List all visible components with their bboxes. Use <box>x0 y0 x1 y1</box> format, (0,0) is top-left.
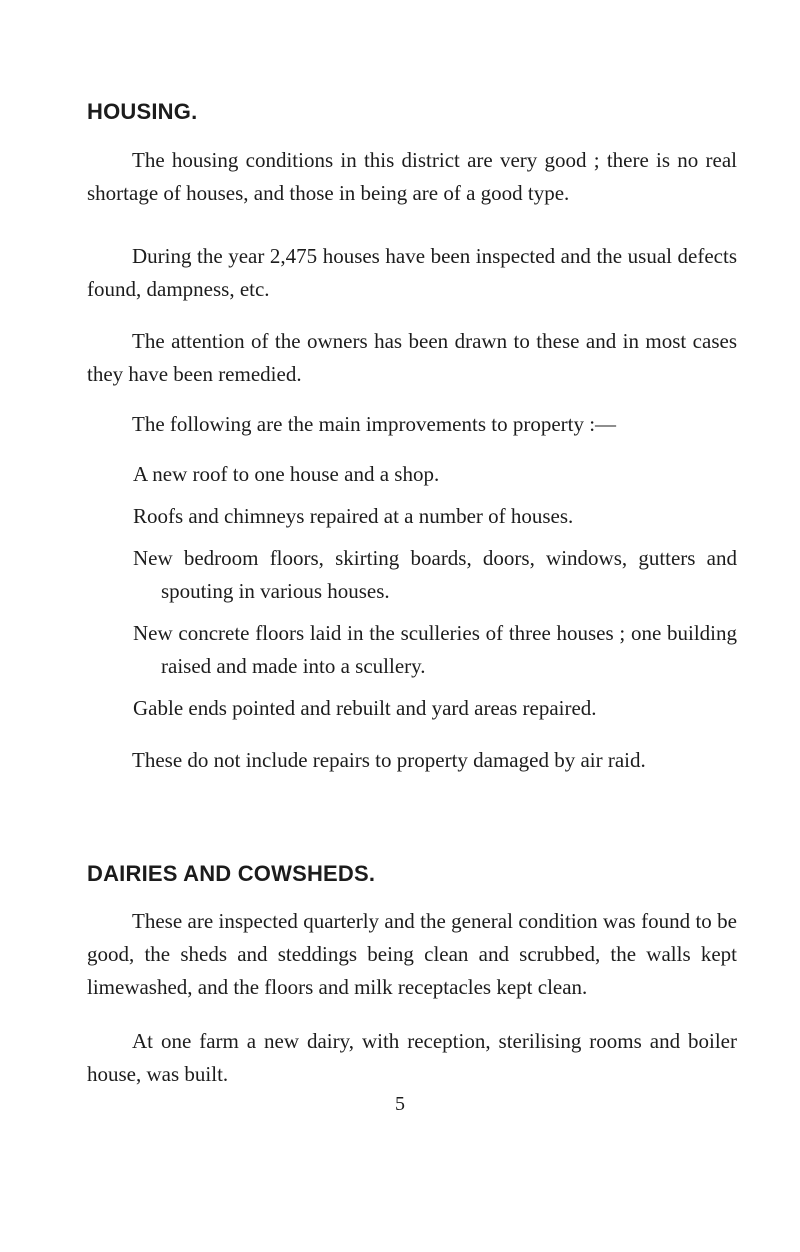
dairies-paragraph-1: These are inspected quarterly and the general condition was found to be good, the sheds and steddings being clean and scrubbed, the walls kept limewashed, and the floors and milk receptacles kept clean. <box>87 909 737 999</box>
dairies-paragraph-2: At one farm a new dairy, with reception, sterilising rooms and boiler house, was built. <box>87 1029 737 1086</box>
housing-paragraph-4: The following are the main improvements to property :— <box>132 412 617 436</box>
housing-paragraph-3: The attention of the owners has been drawn to these and in most cases they have been remedied. <box>87 329 737 386</box>
improvements-list <box>133 458 737 734</box>
dairies-heading: DAIRIES AND COWSHEDS. <box>87 861 376 886</box>
improvement-item: Gable ends pointed and rebuilt and yard areas repaired. <box>133 696 597 720</box>
improvement-item: New bedroom floors, skirting boards, doors, windows, gutters and spouting in various houses. <box>133 546 737 603</box>
improvement-item: Roofs and chimneys repaired at a number of houses. <box>133 504 574 528</box>
housing-paragraph-1: The housing conditions in this district are very good ; there is no real shortage of houses, and those in being are of a good type. <box>87 148 737 205</box>
housing-paragraph-2: During the year 2,475 houses have been inspected and the usual defects found, dampness, etc. <box>87 244 737 301</box>
page-number: 5 <box>395 1093 405 1115</box>
improvement-item: New concrete floors laid in the sculleries of three houses ; one building raised and made into a scullery. <box>133 621 737 678</box>
improvement-item: A new roof to one house and a shop. <box>133 462 440 486</box>
housing-paragraph-5: These do not include repairs to property damaged by air raid. <box>132 748 646 772</box>
housing-heading: HOUSING. <box>87 99 198 124</box>
